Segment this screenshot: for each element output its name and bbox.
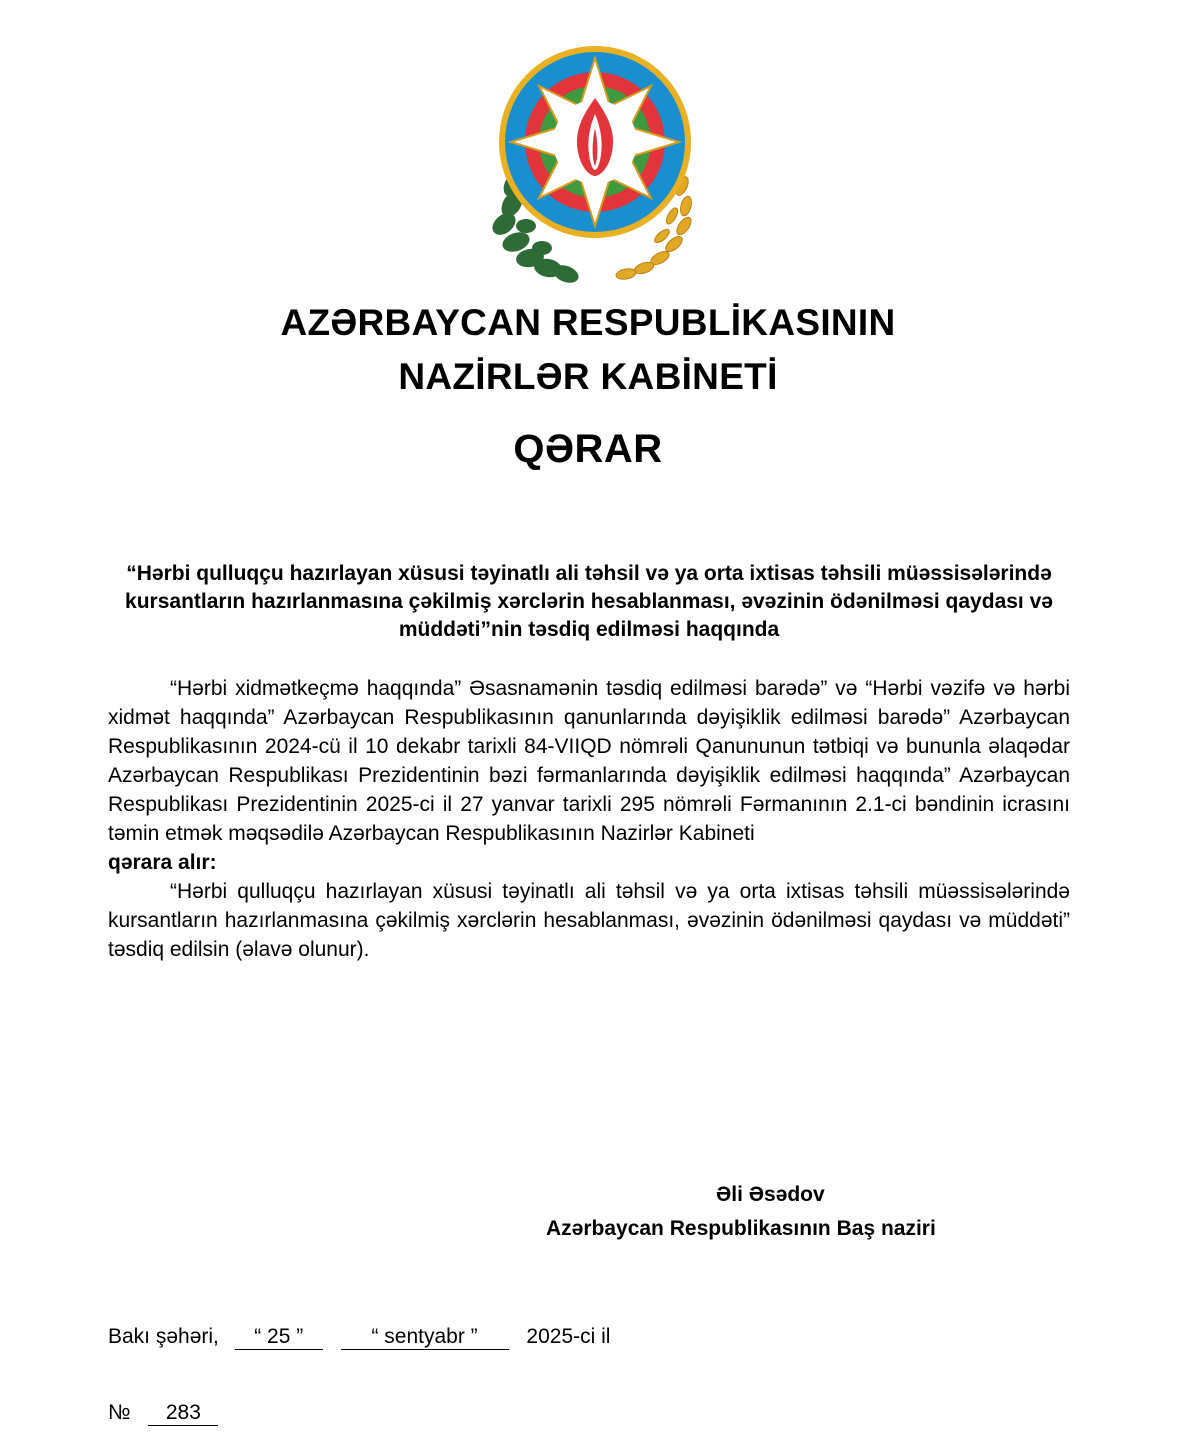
place-and-date [108,1322,610,1352]
decides-label: qərara alır: [108,851,217,874]
signature-block [546,1178,936,1246]
decides-line [108,848,1070,877]
state-emblem [490,36,700,288]
number-value: 283 [148,1401,218,1426]
operative-paragraph: “Hərbi qulluqçu hazırlayan xüsusi təyinatlı ali təhsil və ya orta ixtisas təhsili müəssisələrində kursantların hazırlanmasına çəkilmiş xərclərin hesablanması, əvəzinin ödənilməsi qaydası və müddəti” təsdiq edilsin (əlavə olunur). [108,880,1070,961]
preamble-paragraph [108,674,1070,848]
document-number [108,1398,218,1428]
city: Bakı şəhəri, [108,1325,219,1348]
signatory-name: Əli Əsədov [716,1183,825,1206]
issuer-line-1: AZƏRBAYCAN RESPUBLİKASININ [280,302,896,343]
number-sign: № [108,1401,131,1424]
resolution-subject: “Hərbi qulluqçu hazırlayan xüsusi təyinatlı ali təhsil və ya orta ixtisas təhsili müəssisələrində kursantların hazırlanmasına çəkilmiş xərclərin hesablanması, əvəzinin ödənilməsi qaydası və müddəti”nin təsdiq edilməsi haqqında [125,562,1053,641]
document-type: QƏRAR [513,427,663,471]
date-day: “ 25 ” [235,1325,323,1350]
date-year: 2025-ci il [526,1325,611,1348]
preamble-text: “Hərbi xidmətkeçmə haqqında” Əsasnamənin təsdiq edilməsi barədə” və “Hərbi vəzifə və hərbi xidmət haqqında” Azərbaycan Respublikasının qanunlarında dəyişiklik edilməsi barədə” Azərbaycan Respublikasının 2024-cü il 10 dekabr tarixli 84-VIIQD nömrəli Qanununun tətbiqi və bununla əlaqədar Azərbaycan Respublikası Prezidentinin bəzi fərmanlarında dəyişiklik edilməsi haqqında” Azərbaycan Respublikası Prezidentinin 2025-ci il 27 yanvar tarixli 295 nömrəli Fərmanının 2.1-ci bəndinin icrasını təmin etmək məqsədilə Azərbaycan Respublikasının Nazirlər Kabineti [108,677,1070,845]
signatory-title: Azərbaycan Respublikasının Baş naziri [546,1217,936,1240]
resolution-body [108,674,1070,964]
issuer-line-2: NAZİRLƏR KABİNETİ [398,356,778,397]
date-month: “ sentyabr ” [341,1325,509,1350]
